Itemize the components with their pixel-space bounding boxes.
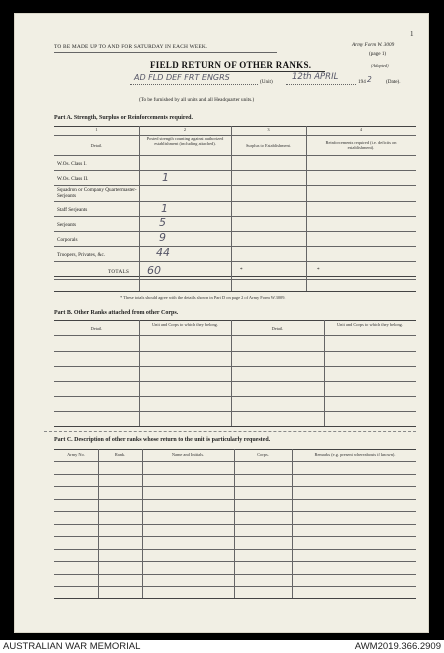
- adapted-note: (Adapted): [371, 63, 389, 68]
- col-number-2: 2: [183, 127, 187, 132]
- unit-label: (Unit): [260, 79, 273, 85]
- part-b-col-unit-2: Unit and Corps to which they belong.: [337, 322, 403, 327]
- part-c-col-corps: Corps.: [257, 452, 269, 457]
- form-title: FIELD RETURN OF OTHER RANKS.: [150, 60, 312, 70]
- row-value: 5: [159, 216, 166, 229]
- col-header-surplus: Surplus to Establishment.: [245, 143, 291, 148]
- part-b-col-detail-1: Detail.: [90, 326, 103, 331]
- row-value: 44: [156, 246, 170, 259]
- row-label: W.Os. Class I.: [57, 161, 87, 167]
- col-header-posted-strength: Posted strength counting against authorized establishment (including attached).: [146, 136, 224, 146]
- part-b-col-unit-1: Unit and Corps to which they belong.: [152, 322, 218, 327]
- part-a-heading: Part A. Strength, Surplus or Reinforcements required.: [54, 115, 193, 121]
- row-label: Squadron or Company Quartermaster-Serjeants: [57, 187, 137, 199]
- unit-handwritten: AD FLD DEF FRT ENGRS: [134, 73, 230, 82]
- part-c-heading: Part C. Description of other ranks whose return to the unit is particularly requested.: [54, 437, 271, 443]
- row-label: Corporals: [57, 237, 78, 243]
- year-prefix: 194: [358, 79, 366, 85]
- part-c-col-army-no: Army No.: [67, 452, 85, 457]
- row-label: W.Os. Class II.: [57, 176, 89, 182]
- instruction-text: TO BE MADE UP TO AND FOR SATURDAY IN EACH WEEK.: [54, 44, 208, 50]
- row-value: 1: [162, 171, 169, 184]
- col-header-reinforcements: Reinforcements required (i.e. deficits on establishment).: [325, 140, 397, 150]
- col-header-detail: Detail.: [90, 143, 103, 148]
- col-number-1: 1: [95, 127, 98, 132]
- page-reference: (page 1): [369, 51, 387, 57]
- totals-footnote: * These totals should agree with the details shown in Part D on page 2 of Army Form W.3009.: [120, 295, 286, 300]
- archive-name: AUSTRALIAN WAR MEMORIAL: [3, 641, 141, 652]
- part-b-heading: Part B. Other Ranks attached from other Corps.: [54, 310, 179, 316]
- corner-number: 1: [410, 30, 414, 38]
- totals-star-surplus: *: [240, 267, 243, 273]
- part-c-col-rank: Rank.: [114, 452, 126, 457]
- date-handwritten: 12th APRIL: [292, 72, 339, 82]
- row-label: Troopers, Privates, &c.: [57, 252, 106, 258]
- furnish-note: (To be furnished by all units and all Headquarter units.): [139, 97, 255, 103]
- totals-label: TOTALS: [108, 269, 130, 275]
- totals-star-reinforcements: *: [317, 267, 320, 273]
- form-page: [14, 13, 429, 633]
- part-b-col-detail-2: Detail.: [271, 326, 284, 331]
- form-reference: Army Form W. 3009: [352, 42, 395, 48]
- col-number-4: 4: [359, 127, 363, 132]
- date-label: (Date).: [386, 79, 401, 85]
- row-label: Staff Serjeants: [57, 207, 88, 213]
- year-handwritten: 2: [367, 75, 372, 84]
- row-value: 1: [161, 202, 168, 215]
- row-value: 9: [159, 231, 166, 244]
- part-c-col-remarks: Remarks (e.g. present whereabouts if known).: [314, 452, 396, 457]
- totals-value: 60: [147, 264, 161, 277]
- accession-number: AWM2019.366.2909: [354, 641, 441, 652]
- part-c-col-name: Name and Initials.: [171, 452, 205, 457]
- row-label: Serjeants: [57, 222, 77, 228]
- archive-footer: [0, 640, 444, 653]
- col-number-3: 3: [267, 127, 270, 132]
